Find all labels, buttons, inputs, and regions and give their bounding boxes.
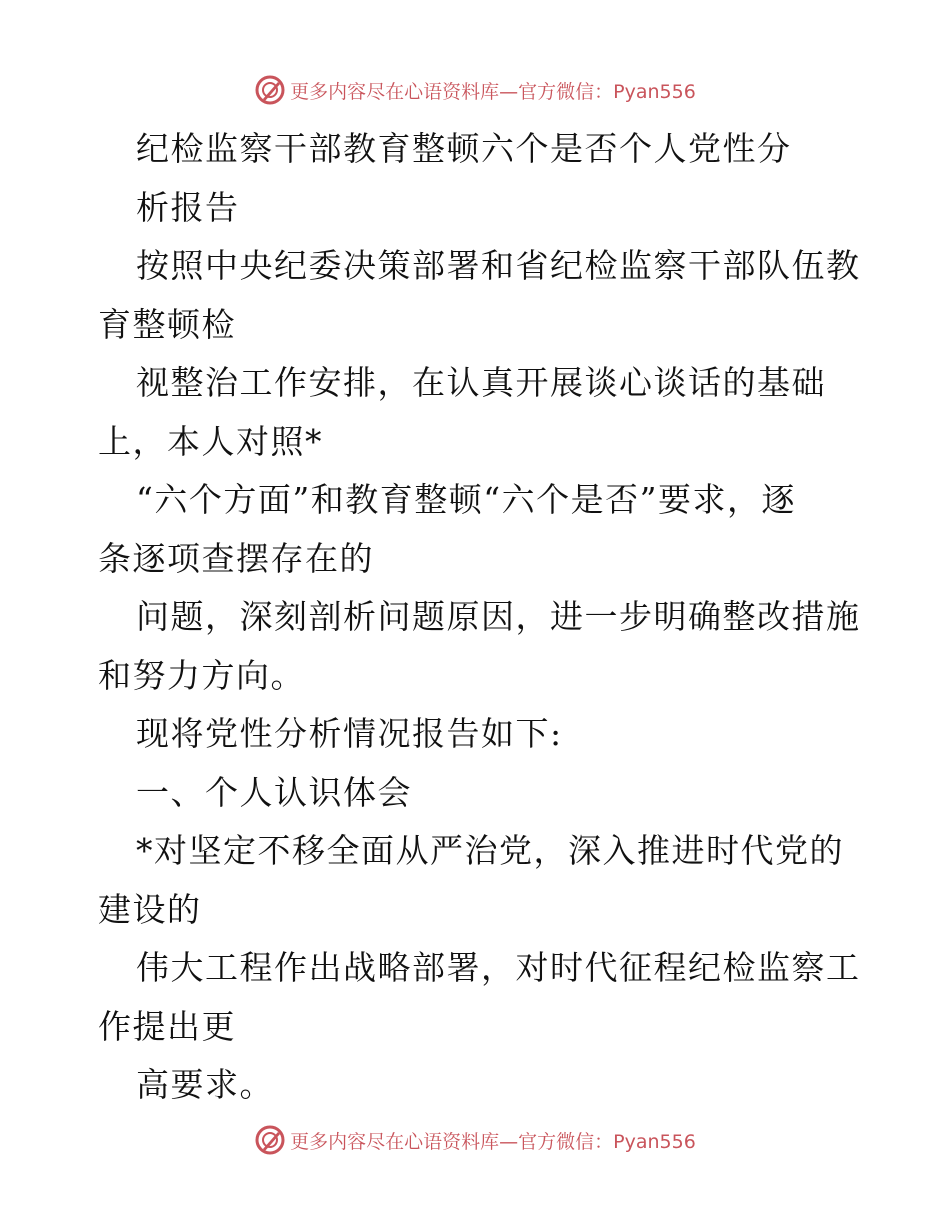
text-line: 现将党性分析情况报告如下: bbox=[136, 714, 563, 753]
text-line: 视整治工作安排，在认真开展谈心谈话的基础 bbox=[136, 363, 826, 402]
watermark-text: 更多内容尽在心语资料库—官方微信：Pyan556 bbox=[290, 80, 696, 103]
text-line: 伟大工程作出战略部署，对时代征程纪检监察工 bbox=[136, 948, 861, 987]
text-line: 一、个人认识体会 bbox=[136, 772, 412, 812]
text-line: 问题，深刻剖析问题原因，进一步明确整改措施 bbox=[136, 597, 861, 636]
header-watermark-banner bbox=[0, 70, 950, 110]
text-line: “六个方面”和教育整顿“六个是否”要求，逐 bbox=[136, 480, 796, 519]
text-line: 育整顿检 bbox=[98, 304, 236, 344]
brand-logo-icon bbox=[254, 74, 286, 106]
watermark-text: 更多内容尽在心语资料库—官方微信：Pyan556 bbox=[290, 1130, 696, 1153]
text-line: 析报告 bbox=[136, 187, 240, 227]
footer-watermark-banner bbox=[0, 1120, 950, 1160]
text-line: 上，本人对照* bbox=[98, 421, 323, 461]
text-line: 作提出更 bbox=[98, 1006, 236, 1046]
document-body bbox=[98, 120, 861, 1115]
text-line: 按照中央纪委决策部署和省纪检监察干部队伍教 bbox=[136, 246, 861, 285]
text-line: 建设的 bbox=[98, 889, 202, 929]
brand-logo-icon bbox=[254, 1124, 286, 1156]
text-line: 纪检监察干部教育整顿六个是否个人党性分 bbox=[136, 129, 792, 168]
text-line: 高要求。 bbox=[136, 1065, 274, 1104]
text-line: 和努力方向。 bbox=[98, 655, 305, 695]
text-line: *对坚定不移全面从严治党，深入推进时代党的 bbox=[136, 831, 844, 870]
text-line: 条逐项查摆存在的 bbox=[98, 538, 374, 578]
